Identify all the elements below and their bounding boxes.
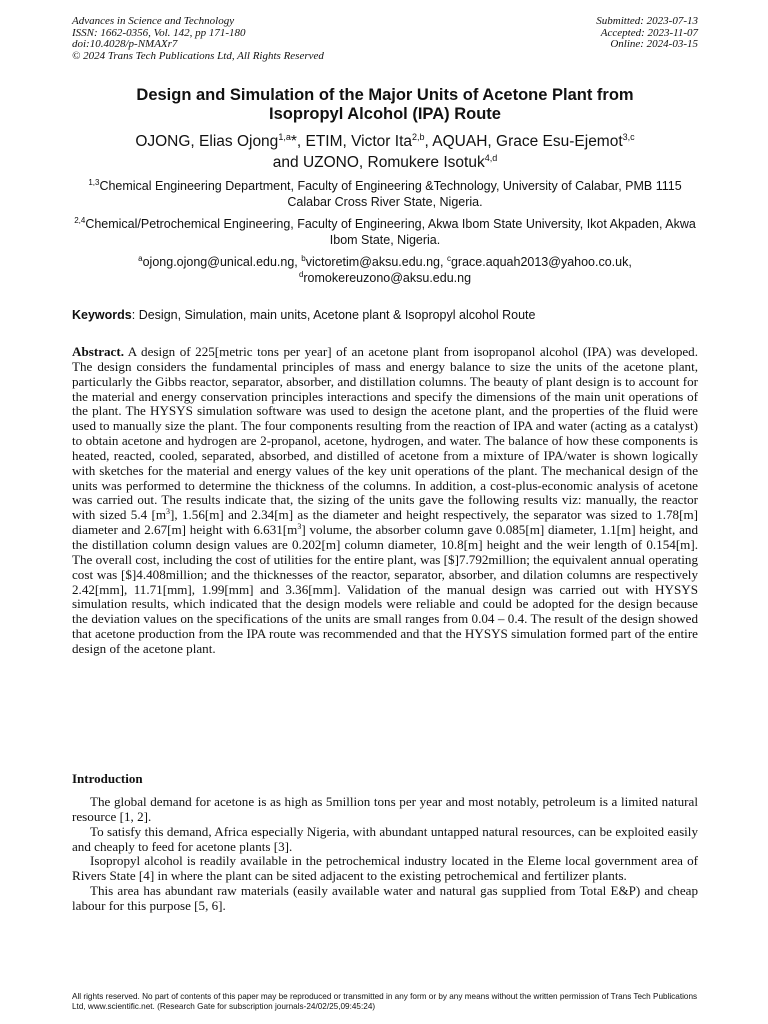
author-emails (72, 254, 698, 286)
author-4-affil: 4,d (484, 153, 498, 163)
journal-issn: ISSN: 1662-0356, Vol. 142, pp 171-180 (72, 26, 246, 39)
abstract-label: Abstract. (72, 344, 124, 359)
title-line-2: Isopropyl Alcohol (IPA) Route (269, 105, 501, 123)
author-1-affil: 1,a (278, 132, 291, 142)
online-date: Online: 2024-03-15 (610, 38, 698, 50)
journal-info (72, 16, 324, 62)
publication-dates (596, 16, 698, 51)
keywords-label: Keywords (72, 308, 132, 322)
email-a-mark: a (138, 254, 143, 263)
submitted-date: Submitted: 2023-07-13 (596, 15, 698, 27)
email-d-mark: d (298, 270, 304, 279)
email-a[interactable]: ojong.ojong@unical.edu.ng, (142, 255, 302, 269)
rights-footer: All rights reserved. No part of contents of this paper may be reproduced or transmitted in any form or by any means without the written permission of Trans Tech Publications Ltd, www.scientific.net. (Research Gate for subscription journals-24/02/25,09:45:24) (72, 992, 698, 1011)
abstract-text-1: A design of 225[metric tons per year] of an acetone plant from isopropanol alcohol (IPA) was developed. The design considers the fundamental principles of mass and energy balance to size the units of the acetone plant, particularly the Gibbs reactor, separator, absorber, and distillation columns. The beauty of plant design is to account for the material and energy conservation principles interactions and specify the dimensions of the main unit operations of the plant. The HYSYS simulation software was used to design the acetone plant, and the properties of the fluid were used to manually size the plant. The four components resulting from the reaction of IPA and water (acting as a catalyst) to obtain acetone and hydrogen are 2-propanol, acetone, hydrogen, and water. The balance of how these components is heated, reacted, cooled, separated, absorbed, and distilled of acetone from a mixture of IPA/water is shown logically with sketches for the material and energy values of the key unit operations of the plant. The mechanical design of the units was performed to determine the thickness of the columns. In addition, a cost-plus-economic analysis of acetone was carried out. The results indicate that, the sizing of the units gave the following results viz: manually, the reactor with sized 5.4 [m (72, 344, 698, 523)
keywords-text: : Design, Simulation, main units, Acetone plant & Isopropyl alcohol Route (131, 308, 536, 322)
abstract-text-3: ] volume, the absorber column gave 0.085[m] diameter, 1.1[m] height, and the distillation column design values are 0.202[m] column diameter, 10.8[m] height and the weir length of 0.154[m]. The overall cost, including the cost of utilities for the entire plant, was [$]7.792million; the equivalent annual operating cost was [$]4.408million; and the thicknesses of the reactor, separator, absorber, and dilation columns are respectively 2.42[mm], 11.71[mm], 1.99[mm] and 3.36[mm]. Validation of the manual design was carried out with HYSYS simulation results, which indicated that the design models were reliable and could be adopted for the design because the deviation values on the specifications of the units are small ranges from 0.04 – 0.4. The result of the design showed that acetone production from the IPA route was recommended and that the HYSYS simulation formed part of the entire design of the acetone plant. (72, 522, 698, 656)
corresponding-mark: *, (290, 133, 306, 150)
author-2: ETIM, Victor Ita (305, 133, 413, 150)
email-b-mark: b (301, 254, 306, 263)
intro-paragraph-3: Isopropyl alcohol is readily available in the petrochemical industry located in the Eleme local government area of Rivers State [4] in where the plant can be sited adjacent to the existing petrochemical and fertilizer plants. (72, 853, 698, 884)
journal-name: Advances in Science and Technology (72, 15, 235, 27)
authors-line-1 (72, 131, 698, 152)
abstract (72, 345, 698, 657)
intro-paragraph-1: The global demand for acetone is as high as 5million tons per year and most notably, petroleum is a limited natural resource [1, 2]. (72, 794, 698, 824)
journal-doi[interactable]: doi:10.4028/p-NMAXr7 (72, 38, 178, 50)
affiliation-2-mark: 2,4 (74, 216, 86, 225)
title-line-1: Design and Simulation of the Major Units of Acetone Plant from (136, 86, 634, 104)
author-3: , AQUAH, Grace Esu-Ejemot (424, 133, 623, 150)
author-1: OJONG, Elias Ojong (135, 133, 279, 150)
affiliation-1-mark: 1,3 (88, 178, 100, 187)
accepted-date: Accepted: 2023-11-07 (600, 26, 698, 39)
email-d[interactable]: romokereuzono@aksu.edu.ng (303, 271, 472, 285)
abstract-text-2: ], 1.56[m] and 2.34[m] as the diameter and height respectively, the separator was sized to 1.78[m] diameter and 2.67[m] height with 6.631[m (72, 507, 698, 538)
journal-copyright: © 2024 Trans Tech Publications Ltd, All Rights Reserved (72, 49, 324, 62)
intro-paragraph-2: To satisfy this demand, Africa especially Nigeria, with abundant untapped natural resources, can be exploited easily and cheaply to feed for acetone plants [3]. (72, 823, 698, 854)
email-c[interactable]: grace.aquah2013@yahoo.co.uk, (450, 255, 632, 269)
affiliation-2-text: Chemical/Petrochemical Engineering, Faculty of Engineering, Akwa Ibom State University, Ikot Akpaden, Akwa Ibom State, Nigeria. (85, 217, 696, 247)
author-2-affil: 2,b (412, 132, 425, 142)
emails-line-1 (72, 254, 698, 270)
introduction-heading: Introduction (72, 771, 143, 786)
affiliation-1 (72, 178, 698, 210)
abstract-sup-1: 3 (166, 507, 171, 517)
author-list (72, 131, 698, 173)
authors-line-2 (72, 152, 698, 173)
intro-paragraph-4: This area has abundant raw materials (easily available water and natural gas supplied from Total E&P) and cheap labour for this purpose [5, 6]. (72, 883, 698, 913)
author-3-affil: 3,c (622, 132, 635, 142)
emails-line-2 (72, 270, 698, 286)
author-4: and UZONO, Romukere Isotuk (272, 154, 485, 171)
abstract-sup-2: 3 (297, 522, 302, 532)
email-c-mark: c (446, 254, 451, 263)
keywords (72, 307, 698, 323)
email-b[interactable]: victoretim@aksu.edu.ng, (305, 255, 447, 269)
affiliation-2 (72, 216, 698, 248)
affiliation-1-text: Chemical Engineering Department, Faculty of Engineering &Technology, University of Calabar, PMB 1115 Calabar Cross River State, Nigeria. (99, 179, 682, 209)
introduction-body (72, 795, 698, 914)
paper-title (72, 86, 698, 124)
